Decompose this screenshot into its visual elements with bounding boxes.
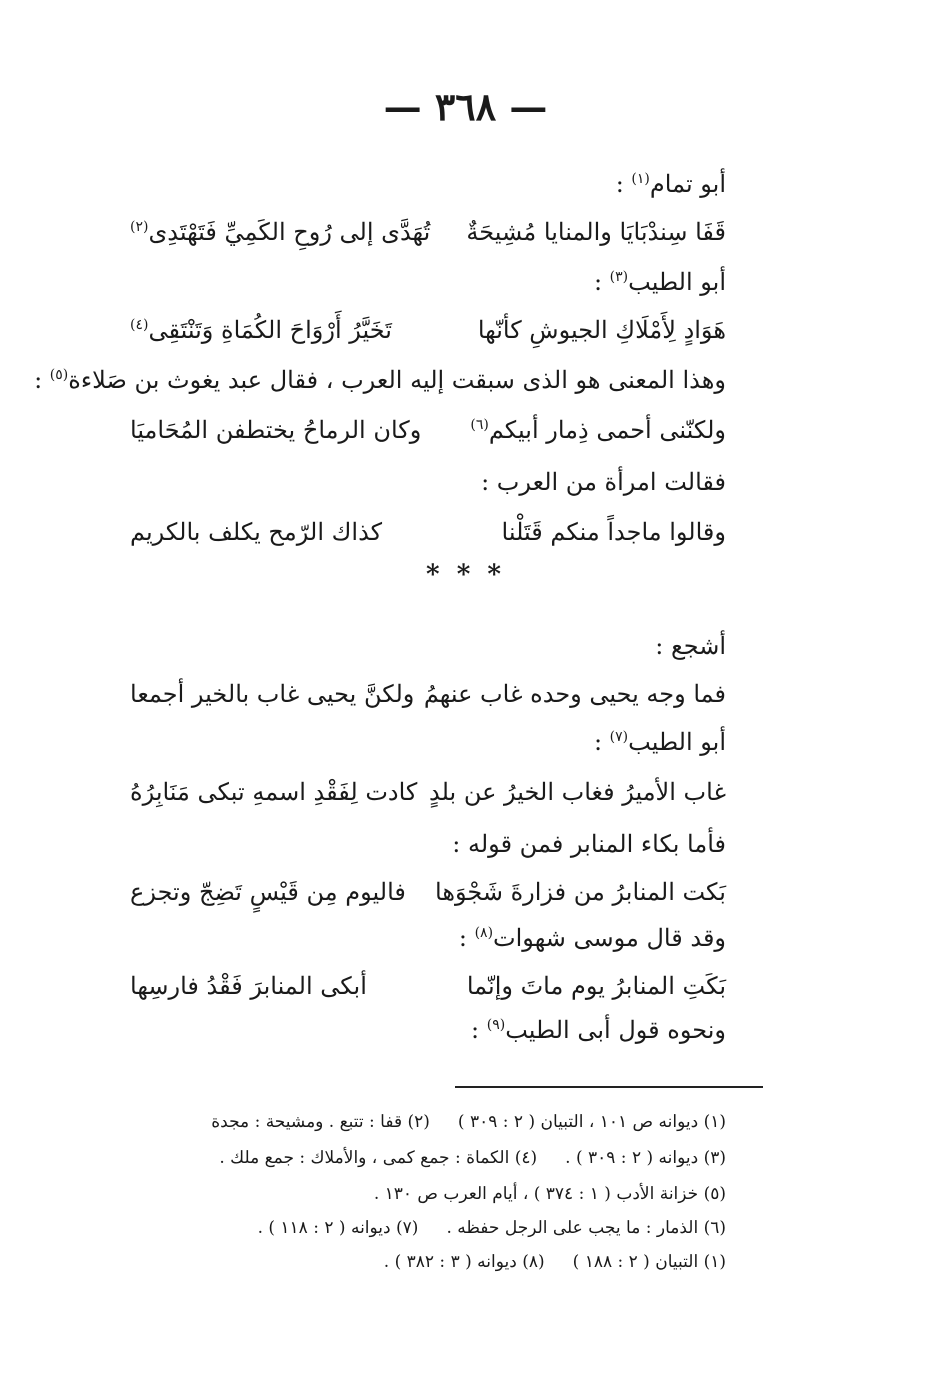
section-separator-stars: * * * [426,560,505,590]
footnote-entry: (٧) ديوانه ( ٢ : ١١٨ ) . [257,1218,419,1238]
footnote-line [130,1248,726,1276]
footnote-ref: (٩) [486,1017,506,1033]
prose-colon: : [34,366,50,394]
heading-colon: : [615,170,632,198]
footnote-line [130,1144,726,1172]
verse-first-hemistich: هَوَادٍ لِأَمْلَاكِ الجيوشِ كأنّها [477,316,726,344]
heading-colon: : [593,728,610,756]
footnote-line [130,1108,726,1136]
verse-first-hemistich: قَفَا سِندْبَايَا والمنايا مُشِيحَةٌ [466,218,726,246]
page-number: — ٣٦٨ — [383,84,548,129]
prose-line: فقالت امرأة من العرب : [481,468,726,496]
footnote-line [130,1180,726,1208]
verse-first-hemistich: غاب الأميرُ فغاب الخيرُ عن بلدٍ [428,778,726,806]
verse-second-hemistich [130,310,392,350]
verse-second-hemistich: كادت لِفَقْدِ اسمهِ تبكى مَنَابِرُهُ [130,778,418,806]
verse-second-hemistich: ولكنَّ يحيى غاب بالخير أجمعا [130,680,415,708]
verse-line [130,410,726,450]
heading-text: أبو تمام [649,170,726,198]
verse-second-hemistich: أبكى المنابرَ فَقْدُ فارسِها [130,972,367,1000]
verse-line [130,872,726,912]
hemistich-text: تَخَيَّرُ أَرْوَاحَ الكُمَاةِ وَتَنْتَقِى [148,316,392,344]
verse-first-hemistich [470,410,726,450]
verse-line [130,212,726,252]
prose-colon: : [458,924,475,952]
heading-text: أبو الطيب [628,728,726,756]
verse-second-hemistich [130,212,430,252]
verse-second-hemistich: وكان الرماحُ يختطفن المُحَاميَا [130,416,422,444]
footnote-ref: (٨) [474,925,494,941]
footnote-entry: (٦) الذمار : ما يجب على الرجل حفظه . [446,1218,726,1238]
footnote-ref: (٢) [130,219,149,235]
prose-colon: : [471,1016,487,1044]
prose-line: فأما بكاء المنابر فمن قوله : [452,830,726,858]
verse-line [130,674,726,714]
prose-line [34,362,726,398]
footnote-entry: (٢) قفا : تتبع . ومشيحة : مجدة [211,1112,430,1132]
footnote-entry: (٣) ديوانه ( ٢ : ٣٠٩ ) . [565,1148,726,1168]
heading-colon: : [593,268,610,296]
poet-heading-abu-al-tayyib [130,264,726,300]
footnote-entry: (١) التبيان ( ٢ : ١٨٨ ) [572,1252,726,1272]
poet-heading-abu-al-tayyib [130,724,726,760]
verse-line [130,966,726,1006]
footnote-ref: (٧) [609,729,629,745]
footnote-line [130,1214,726,1242]
prose-text: وقد قال موسى شهوات [493,924,726,952]
footnote-entry: (٨) ديوانه ( ٣ : ٣٨٢ ) . [383,1252,545,1272]
heading-text: أبو الطيب [628,268,726,296]
verse-line [130,512,726,552]
verse-line [130,772,726,812]
poet-heading-abu-tammam [130,166,726,202]
prose-text: وهذا المعنى هو الذى سبقت إليه العرب ، فقال عبد يغوث بن صَلاءة [68,366,726,394]
verse-second-hemistich: كذاك الرّمح يكلف بالكريم [130,518,383,546]
footnote-entry: (٥) خزانة الأدب ( ١ : ٣٧٤ ) ، أيام العرب ص ١٣٠ . [373,1184,726,1204]
footnote-separator-rule [455,1086,763,1088]
hemistich-text: تُهَدَّى إلى رُوحِ الكَمِيِّ فَتَهْتَدِى [148,218,431,246]
prose-text: ونحوه قول أبى الطيب [505,1016,726,1044]
footnote-ref: (٦) [470,417,489,433]
verse-first-hemistich: بَكَتِ المنابرُ يوم ماتَ وإنّما [466,972,726,1000]
verse-line [130,310,726,350]
verse-first-hemistich: وقالوا ماجداً منكم قَتَلْنا [501,518,726,546]
prose-line [130,920,726,956]
footnote-entry: (٤) الكماة : جمع كمى ، والأملاك : جمع ملك . [219,1148,538,1168]
footnote-ref: (٥) [49,367,69,383]
footnote-ref: (١) [631,171,650,187]
verse-first-hemistich: بَكت المنابرُ من فزارةَ شَجْوَها [435,878,726,906]
poet-heading-ashja: أشجع : [655,632,726,660]
footnote-entry: (١) ديوانه ص ١٠١ ، التبيان ( ٢ : ٣٠٩ ) [457,1112,726,1132]
verse-first-hemistich: فما وجه يحيى وحده غاب عنهمُ [423,680,726,708]
hemistich-text: ولكنّنى أحمى ذِمار أبيكم [488,416,726,444]
footnote-ref: (٤) [130,317,149,333]
verse-second-hemistich: فاليوم مِن قَيْسٍ تَضِجّ وتجزع [130,878,406,906]
prose-line [130,1012,726,1048]
footnote-ref: (٣) [609,269,629,285]
